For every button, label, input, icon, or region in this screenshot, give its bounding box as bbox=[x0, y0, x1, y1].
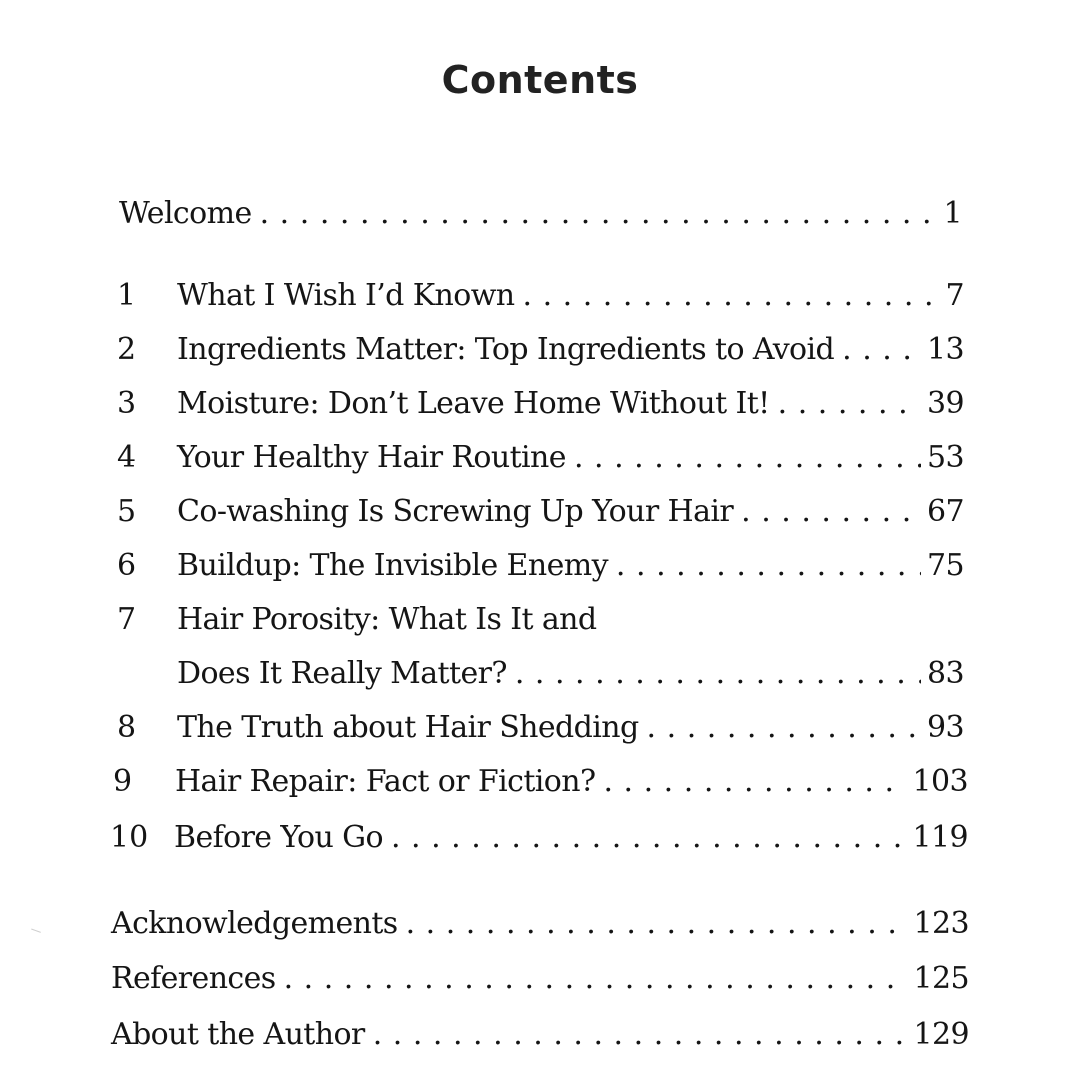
toc-entry-acknowledgements[interactable] bbox=[0, 902, 1069, 946]
toc-entry-chapter-2[interactable] bbox=[0, 328, 1069, 372]
dot-leader bbox=[616, 544, 921, 588]
toc-page-number: 93 bbox=[927, 710, 964, 745]
dot-leader bbox=[574, 436, 921, 480]
toc-page-number: 103 bbox=[912, 764, 968, 799]
toc-entry-chapter-1[interactable] bbox=[0, 274, 1069, 318]
toc-entry-chapter-7-continued[interactable] bbox=[0, 652, 1069, 696]
dot-leader bbox=[373, 1013, 908, 1057]
toc-entry-label: The Truth about Hair Shedding bbox=[177, 710, 639, 745]
toc-entry-about-the-author[interactable] bbox=[0, 1013, 1069, 1057]
toc-entry-label: What I Wish I’d Known bbox=[177, 278, 515, 313]
toc-page-number: 129 bbox=[913, 1017, 969, 1052]
toc-entry-welcome[interactable] bbox=[0, 192, 1069, 236]
toc-entry-label-line-2: Does It Really Matter? bbox=[177, 656, 507, 691]
chapter-number: 4 bbox=[117, 440, 137, 475]
toc-entry-label: Co-washing Is Screwing Up Your Hair bbox=[177, 494, 734, 529]
dot-leader bbox=[515, 652, 921, 696]
toc-page-number: 13 bbox=[927, 332, 964, 367]
page-title: Contents bbox=[441, 58, 639, 102]
dot-leader bbox=[603, 760, 906, 804]
toc-entry-label: Buildup: The Invisible Enemy bbox=[177, 548, 608, 583]
dot-leader bbox=[647, 706, 921, 750]
chapter-number: 8 bbox=[117, 710, 137, 745]
dot-leader bbox=[523, 274, 940, 318]
toc-entry-references[interactable] bbox=[0, 957, 1069, 1001]
toc-entry-label: Acknowledgements bbox=[111, 906, 398, 941]
toc-entry-chapter-7[interactable] bbox=[0, 598, 1069, 642]
toc-page-number: 123 bbox=[913, 906, 969, 941]
toc-entry-label: Welcome bbox=[119, 196, 252, 231]
toc-entry-label-line-1: Hair Porosity: What Is It and bbox=[177, 602, 597, 637]
chapter-number: 2 bbox=[117, 332, 137, 367]
toc-entry-chapter-9[interactable] bbox=[0, 760, 1069, 804]
toc-entry-chapter-6[interactable] bbox=[0, 544, 1069, 588]
dot-leader bbox=[284, 957, 908, 1001]
dot-leader bbox=[741, 490, 921, 534]
chapter-number: 1 bbox=[117, 278, 137, 313]
dot-leader bbox=[260, 192, 938, 236]
toc-page-number: 39 bbox=[927, 386, 964, 421]
chapter-number: 3 bbox=[117, 386, 137, 421]
toc-entry-chapter-10[interactable] bbox=[0, 816, 1069, 860]
chapter-number: 6 bbox=[117, 548, 137, 583]
chapter-number: 7 bbox=[117, 602, 137, 637]
toc-entry-chapter-5[interactable] bbox=[0, 490, 1069, 534]
chapter-number: 10 bbox=[110, 820, 149, 855]
toc-entry-label: References bbox=[111, 961, 276, 996]
toc-page-number: 125 bbox=[913, 961, 969, 996]
toc-entry-label: Ingredients Matter: Top Ingredients to Avoid bbox=[177, 332, 835, 367]
dot-leader bbox=[406, 902, 908, 946]
dot-leader bbox=[842, 328, 921, 372]
chapter-number: 9 bbox=[113, 764, 133, 799]
dot-leader bbox=[778, 382, 921, 426]
toc-page-number: 53 bbox=[927, 440, 964, 475]
toc-page-number: 75 bbox=[927, 548, 964, 583]
toc-entry-label: About the Author bbox=[111, 1017, 365, 1052]
toc-entry-label: Moisture: Don’t Leave Home Without It! bbox=[177, 386, 770, 421]
toc-entry-label: Before You Go bbox=[174, 820, 383, 855]
toc-page-number: 1 bbox=[943, 196, 962, 231]
toc-entry-label: Hair Repair: Fact or Fiction? bbox=[175, 764, 596, 799]
toc-entry-chapter-3[interactable] bbox=[0, 382, 1069, 426]
toc-page-number: 83 bbox=[927, 656, 964, 691]
dot-leader bbox=[391, 816, 907, 860]
toc-entry-chapter-8[interactable] bbox=[0, 706, 1069, 750]
chapter-number: 5 bbox=[117, 494, 137, 529]
toc-page-number: 67 bbox=[927, 494, 964, 529]
toc-page-number: 7 bbox=[945, 278, 964, 313]
toc-entry-label: Your Healthy Hair Routine bbox=[177, 440, 566, 475]
toc-page-number: 119 bbox=[912, 820, 968, 855]
toc-entry-chapter-4[interactable] bbox=[0, 436, 1069, 480]
